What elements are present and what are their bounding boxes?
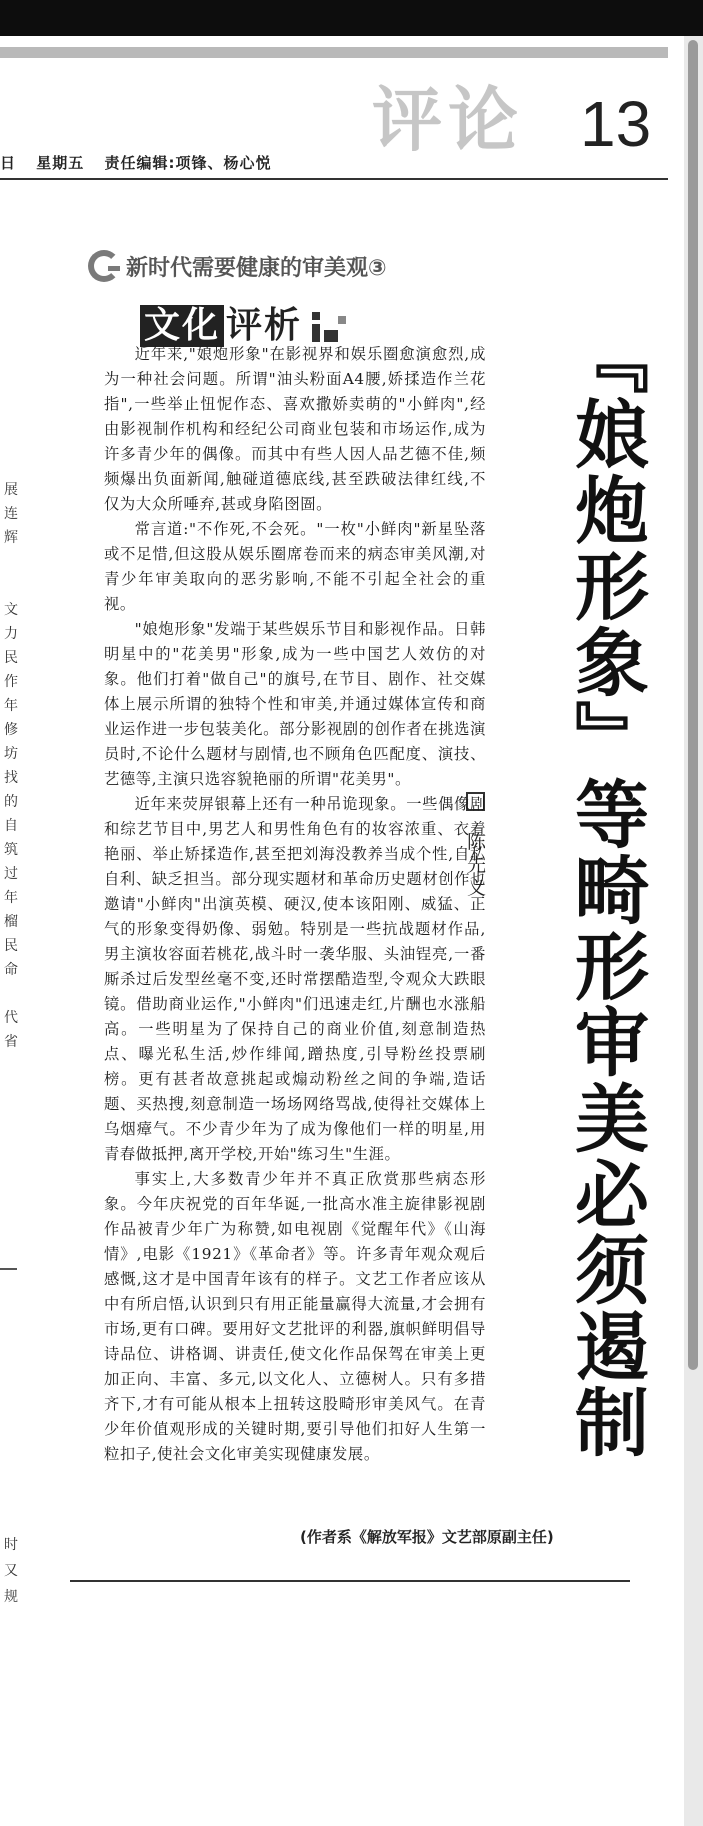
column-name	[140, 305, 348, 347]
adjacent-char	[2, 550, 20, 574]
section-title: 评论	[372, 79, 524, 161]
series-banner	[88, 250, 387, 282]
top-bar	[0, 0, 703, 36]
bottom-rule	[70, 1580, 630, 1582]
adjacent-char: 辉	[4, 530, 18, 546]
headline: 『娘炮形象』等畸形审美必须遏制	[563, 320, 649, 1460]
adjacent-char: 又	[4, 1563, 18, 1579]
adjacent-char	[2, 574, 20, 598]
paragraph-3: "娘炮形象"发端于某些娱乐节目和影视作品。日韩明星中的"花美男"形象,成为一些中国艺人效仿的对象。他们打着"做自己"的旗号,在节目、剧作、社交媒体上展示所谓的独特个性和审美,并通过媒体宣传和商业运作进一步包装美化。部分影视剧的创作者在挑选演员时,不论什么题材与剧情,也不顾角色匹配度、演技、艺德等,主演只选容貌艳丽的所谓"花美男"。	[104, 620, 486, 788]
adjacent-column-bottom	[2, 1532, 20, 1610]
masthead-rule	[0, 47, 668, 58]
column-name-highlight: 文化	[140, 305, 224, 347]
paragraph-2: 常言道:"不作死,不会死。"一枚"小鲜肉"新星坠落或不足惜,但这股从娱乐圈席卷而来的病态审美风潮,对青少年审美取向的恶劣影响,不能不引起全社会的重视。	[104, 520, 486, 613]
column-deco-icon	[312, 308, 348, 344]
adjacent-char: 时	[4, 1537, 18, 1553]
adjacent-char: 力	[4, 626, 18, 642]
g-logo-icon	[88, 250, 120, 282]
adjacent-char: 年	[4, 698, 18, 714]
series-title: 新时代需要健康的审美观③	[126, 255, 387, 281]
adjacent-char: 代	[4, 1010, 18, 1026]
adjacent-char: 文	[4, 602, 18, 618]
adjacent-char: 展	[4, 482, 18, 498]
adjacent-char: 命	[4, 962, 18, 978]
adjacent-char: 连	[4, 506, 18, 522]
weekday: 星期五	[36, 154, 85, 172]
adjacent-char: 民	[4, 938, 18, 954]
adjacent-char: 作	[4, 674, 18, 690]
page-number: 13	[580, 88, 652, 160]
adjacent-char: 年	[4, 890, 18, 906]
adjacent-char	[2, 982, 20, 1006]
adjacent-char: 规	[4, 1589, 18, 1605]
adjacent-char: 找	[4, 770, 18, 786]
paragraph-1: 近年来,"娘炮形象"在影视界和娱乐圈愈演愈烈,成为一种社会问题。所谓"油头粉面A4腰,娇揉造作兰花指",一些举止忸怩作态、喜欢撒娇卖萌的"小鲜肉",经由影视制作机构和经纪公司商业包装和市场运作,成为许多青少年的偶像。而其中有些人因人品艺德不佳,频频爆出负面新闻,触碰道德底线,甚至跌破法律红线,不仅为大众所唾弃,甚或身陷囹圄。	[104, 345, 486, 513]
left-column-rule	[0, 1268, 17, 1270]
paragraph-5: 事实上,大多数青少年并不真正欣赏那些病态形象。今年庆祝党的百年华诞,一批高水准主旋律影视剧作品被青少年广为称赞,如电视剧《觉醒年代》《山海情》,电影《1921》《革命者》等。许多青年观众观后感慨,这才是中国青年该有的样子。文艺工作者应该从中有所启悟,认识到只有用正能量赢得大流量,才会拥有市场,更有口碑。要用好文艺批评的利器,旗帜鲜明倡导诗品位、讲格调、讲责任,使文化作品保驾在审美上更加正向、丰富、多元,以文化人、立德树人。只有多措齐下,才有可能从根本上扭转这股畸形审美风气。在青少年价值观形成的关键时期,要引导他们扣好人生第一粒扣子,使社会文化审美实现健康发展。	[104, 1170, 486, 1463]
paragraph-4: 近年来荧屏银幕上还有一种吊诡现象。一些偶像剧和综艺节目中,男艺人和男性角色有的妆容浓重、衣着艳丽、举止矫揉造作,甚至把刘海没教养当成个性,自私自利、缺乏担当。部分现实题材和革命历史题材创作也邀请"小鲜肉"出演英模、硬汉,使本该阳刚、威猛、正气的形象变得奶像、弱勉。特别是一些抗战题材作品,男主演妆容面若桃花,战斗时一袭华服、头油锃亮,一番厮杀过后发型丝毫不变,还时常摆酷造型,令观众大跌眼镜。借助商业运作,"小鲜肉"们迅速走红,片酬也水涨船高。一些明星为了保持自己的商业价值,刻意制造热点、曝光私生活,炒作绯闻,蹭热度,引导粉丝投票刷榜。更有甚者故意挑起或煽动粉丝之间的争端,造话题、买热搜,刻意制造一场场网络骂战,使得社交媒体上乌烟瘴气。不少青少年为了成为像他们一样的明星,用青春做抵押,离开学校,开始"练习生"生涯。	[104, 795, 486, 1163]
adjacent-column	[2, 478, 20, 1054]
adjacent-char: 民	[4, 650, 18, 666]
adjacent-char: 筑	[4, 842, 18, 858]
byline-author: 陈先义	[464, 831, 486, 901]
adjacent-char: 坊	[4, 746, 18, 762]
adjacent-char: 修	[4, 722, 18, 738]
header-rule	[0, 178, 668, 180]
adjacent-char: 过	[4, 866, 18, 882]
adjacent-char: 省	[4, 1034, 18, 1050]
editors: 责任编辑:项锋、杨心悦	[104, 154, 272, 172]
adjacent-char: 自	[4, 818, 18, 834]
adjacent-char: 的	[4, 794, 18, 810]
adjacent-char: 榴	[4, 914, 18, 930]
scrollbar-thumb[interactable]	[688, 40, 698, 1370]
date-fragment: 日	[0, 154, 17, 172]
page-header-info	[0, 152, 286, 173]
article-body	[60, 342, 590, 1467]
author-note: (作者系《解放军报》文艺部原副主任)	[300, 1528, 554, 1546]
column-name-rest: 评析	[226, 305, 303, 346]
